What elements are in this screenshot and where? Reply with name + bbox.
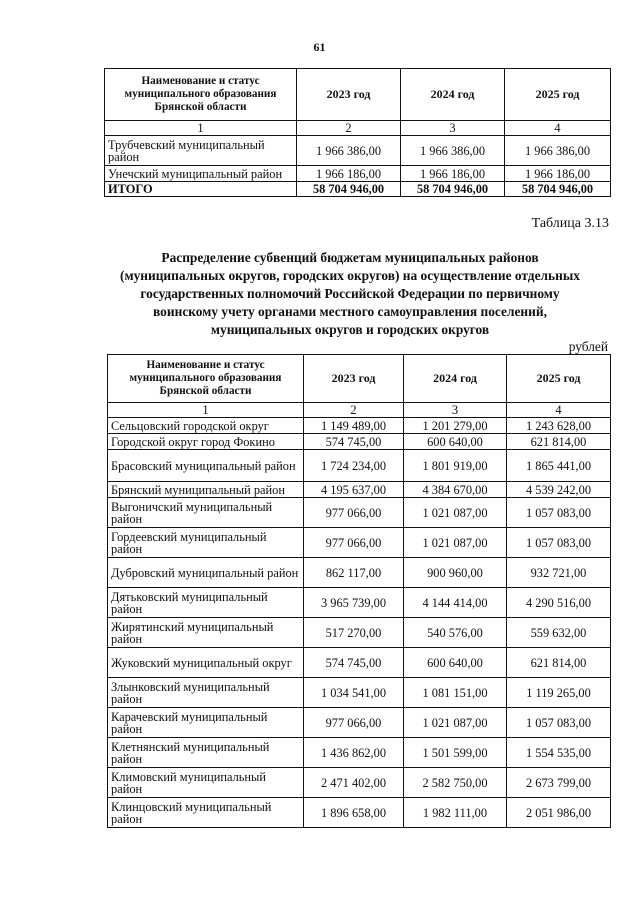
- total-amount-cell: 58 704 946,00: [505, 182, 611, 197]
- table-row: [108, 648, 611, 678]
- table-row: [108, 738, 611, 768]
- table-row: [108, 418, 611, 434]
- municipality-name-cell: Брянский муниципальный район: [108, 482, 304, 498]
- table-row: [108, 434, 611, 450]
- amount-cell: 1 966 386,00: [401, 136, 505, 166]
- amount-cell: 1 896 658,00: [304, 798, 404, 828]
- header-row: [105, 69, 611, 121]
- amount-cell: 1 034 541,00: [304, 678, 404, 708]
- amount-cell: 600 640,00: [404, 648, 507, 678]
- amount-cell: 574 745,00: [304, 434, 404, 450]
- municipality-name-cell: Клинцовский муниципальный район: [108, 798, 304, 828]
- amount-cell: 1 982 111,00: [404, 798, 507, 828]
- table-row: [108, 618, 611, 648]
- municipality-name-cell: Брасовский муниципальный район: [108, 450, 304, 482]
- table-row: [108, 558, 611, 588]
- amount-cell: 1 554 535,00: [507, 738, 611, 768]
- amount-cell: 1 966 386,00: [297, 136, 401, 166]
- amount-cell: 1 966 386,00: [505, 136, 611, 166]
- column-index-row: [105, 121, 611, 136]
- amount-cell: 4 539 242,00: [507, 482, 611, 498]
- total-amount-cell: 58 704 946,00: [401, 182, 505, 197]
- column-index-cell: 1: [108, 403, 304, 418]
- amount-cell: 3 965 739,00: [304, 588, 404, 618]
- amount-cell: 559 632,00: [507, 618, 611, 648]
- amount-cell: 1 201 279,00: [404, 418, 507, 434]
- amount-cell: 1 801 919,00: [404, 450, 507, 482]
- table-row: [108, 798, 611, 828]
- municipality-name-cell: Дятьковский муниципальный район: [108, 588, 304, 618]
- amount-cell: 1 057 083,00: [507, 498, 611, 528]
- amount-cell: 1 966 186,00: [401, 166, 505, 182]
- table-row: [108, 588, 611, 618]
- amount-cell: 1 724 234,00: [304, 450, 404, 482]
- amount-cell: 977 066,00: [304, 498, 404, 528]
- municipality-name-cell: Дубровский муниципальный район: [108, 558, 304, 588]
- table-row: [108, 450, 611, 482]
- amount-cell: 1 081 151,00: [404, 678, 507, 708]
- column-header-year: 2024 год: [404, 355, 507, 403]
- header-row: [108, 355, 611, 403]
- amount-cell: 1 243 628,00: [507, 418, 611, 434]
- column-header-year: 2023 год: [304, 355, 404, 403]
- municipality-name-cell: Жуковский муниципальный округ: [108, 648, 304, 678]
- total-label-cell: ИТОГО: [105, 182, 297, 197]
- column-index-cell: 4: [505, 121, 611, 136]
- table-row: [108, 498, 611, 528]
- column-header-year: 2024 год: [401, 69, 505, 121]
- amount-cell: 2 051 986,00: [507, 798, 611, 828]
- amount-cell: 4 384 670,00: [404, 482, 507, 498]
- amount-cell: 1 149 489,00: [304, 418, 404, 434]
- amount-cell: 2 471 402,00: [304, 768, 404, 798]
- amount-cell: 2 582 750,00: [404, 768, 507, 798]
- table-row: [108, 768, 611, 798]
- amount-cell: 900 960,00: [404, 558, 507, 588]
- amount-cell: 1 057 083,00: [507, 708, 611, 738]
- municipality-name-cell: Клетнянский муниципальный район: [108, 738, 304, 768]
- table-row: [108, 678, 611, 708]
- amount-cell: 1 021 087,00: [404, 708, 507, 738]
- amount-cell: 2 673 799,00: [507, 768, 611, 798]
- column-index-row: [108, 403, 611, 418]
- amount-cell: 1 966 186,00: [505, 166, 611, 182]
- unit-label: рублей: [568, 339, 608, 354]
- column-index-cell: 4: [507, 403, 611, 418]
- amount-cell: 1 436 862,00: [304, 738, 404, 768]
- municipality-name-cell: Злынковский муниципальный район: [108, 678, 304, 708]
- municipality-name-cell: Трубчевский муниципальный район: [105, 136, 297, 166]
- amount-cell: 4 144 414,00: [404, 588, 507, 618]
- table-row: [108, 708, 611, 738]
- amount-cell: 621 814,00: [507, 434, 611, 450]
- municipality-name-cell: Сельцовский городской округ: [108, 418, 304, 434]
- column-index-cell: 1: [105, 121, 297, 136]
- amount-cell: 4 290 516,00: [507, 588, 611, 618]
- table-subventions: [107, 354, 611, 828]
- table-continuation: [104, 68, 611, 197]
- page-number: 61: [313, 40, 326, 54]
- amount-cell: 540 576,00: [404, 618, 507, 648]
- column-index-cell: 3: [401, 121, 505, 136]
- column-header-name: Наименование и статус муниципального образования Брянской области: [105, 69, 297, 121]
- municipality-name-cell: Карачевский муниципальный район: [108, 708, 304, 738]
- amount-cell: 1 966 186,00: [297, 166, 401, 182]
- amount-cell: 600 640,00: [404, 434, 507, 450]
- municipality-name-cell: Климовский муниципальный район: [108, 768, 304, 798]
- amount-cell: 1 021 087,00: [404, 528, 507, 558]
- amount-cell: 1 501 599,00: [404, 738, 507, 768]
- column-index-cell: 3: [404, 403, 507, 418]
- column-header-year: 2023 год: [297, 69, 401, 121]
- column-index-cell: 2: [297, 121, 401, 136]
- municipality-name-cell: Выгоничский муниципальный район: [108, 498, 304, 528]
- column-index-cell: 2: [304, 403, 404, 418]
- amount-cell: 4 195 637,00: [304, 482, 404, 498]
- municipality-name-cell: Унечский муниципальный район: [105, 166, 297, 182]
- column-header-year: 2025 год: [507, 355, 611, 403]
- amount-cell: 1 057 083,00: [507, 528, 611, 558]
- amount-cell: 862 117,00: [304, 558, 404, 588]
- amount-cell: 932 721,00: [507, 558, 611, 588]
- amount-cell: 1 119 265,00: [507, 678, 611, 708]
- column-header-name: Наименование и статус муниципального образования Брянской области: [108, 355, 304, 403]
- total-amount-cell: 58 704 946,00: [297, 182, 401, 197]
- table-row: [108, 528, 611, 558]
- amount-cell: 977 066,00: [304, 528, 404, 558]
- table-row: [105, 136, 611, 166]
- amount-cell: 1 865 441,00: [507, 450, 611, 482]
- table-title: Распределение субвенций бюджетам муниципальных районов (муниципальных округов, городских округов) на осуществление отдельных государственных полномочий Российской Федерации по первичному воинскому учету органами местного самоуправления поселений, муниципальных округов и городских округов: [120, 250, 580, 337]
- amount-cell: 574 745,00: [304, 648, 404, 678]
- amount-cell: 621 814,00: [507, 648, 611, 678]
- amount-cell: 977 066,00: [304, 708, 404, 738]
- municipality-name-cell: Жирятинский муниципальный район: [108, 618, 304, 648]
- total-row: [105, 182, 611, 197]
- municipality-name-cell: Городской округ город Фокино: [108, 434, 304, 450]
- column-header-year: 2025 год: [505, 69, 611, 121]
- municipality-name-cell: Гордеевский муниципальный район: [108, 528, 304, 558]
- amount-cell: 517 270,00: [304, 618, 404, 648]
- table-caption: Таблица 3.13: [531, 216, 609, 231]
- amount-cell: 1 021 087,00: [404, 498, 507, 528]
- table-row: [108, 482, 611, 498]
- table-row: [105, 166, 611, 182]
